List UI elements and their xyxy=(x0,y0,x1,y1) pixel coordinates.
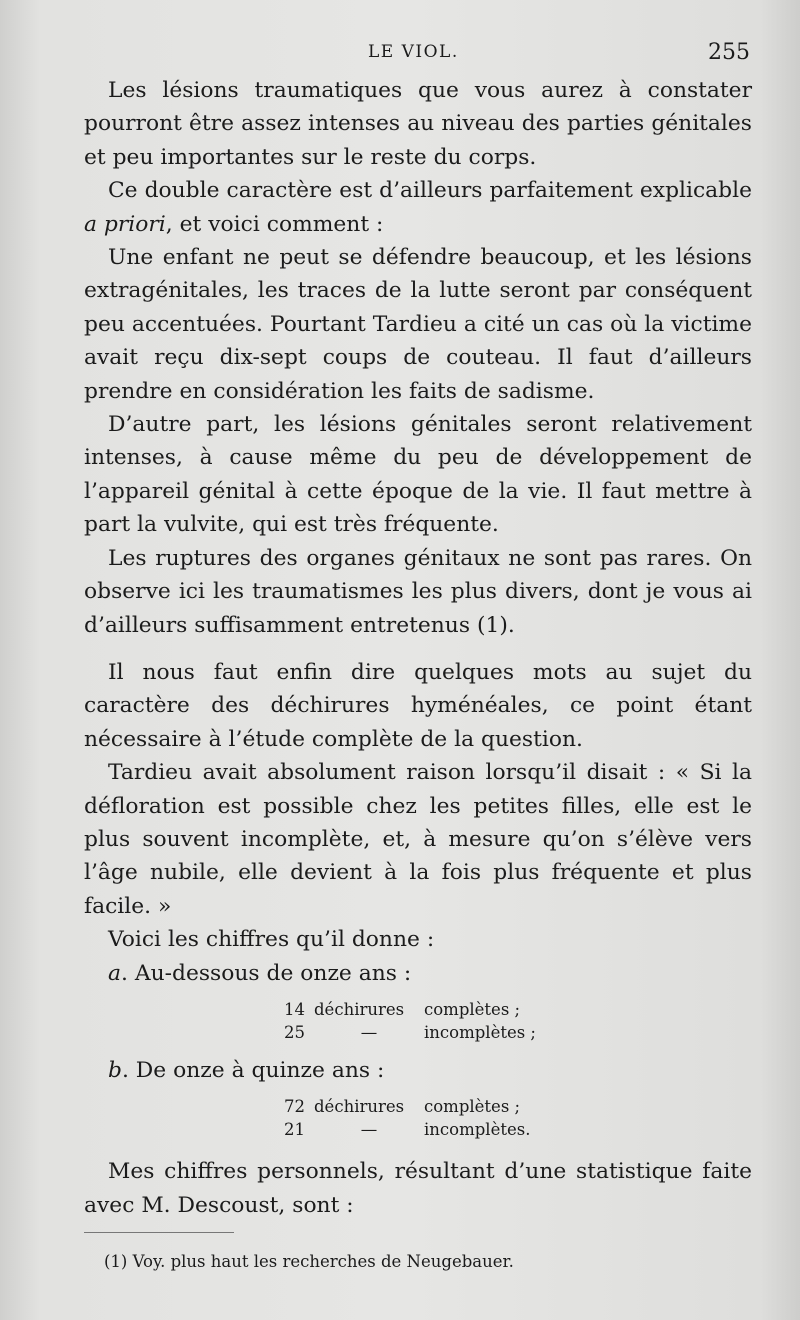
stat-row: 14 déchirures complètes ; xyxy=(284,999,521,1019)
paragraph-9: Mes chiffres personnels, résultant d’une statistique faite avec M. Descoust, sont : xyxy=(84,1159,752,1218)
paragraph-2: Ce double caractère est d’ailleurs parfaitement explicable a priori, et voici comment : xyxy=(84,178,752,237)
list-item-b: b. De onze à quinze ans : xyxy=(108,1057,385,1083)
paragraph-8: Voici les chiffres qu’il donne : xyxy=(108,927,435,953)
italic-a-priori: a priori xyxy=(84,211,166,237)
body-text xyxy=(84,74,752,1222)
paragraph-1: Les lésions traumatiques que vous aurez à constater pourront être assez intenses au niveau des parties génitales et peu importantes sur le reste du corps. xyxy=(84,78,752,170)
running-head: LE VIOL. xyxy=(368,42,459,62)
paragraph-5: Les ruptures des organes génitaux ne sont pas rares. On observe ici les traumatismes les plus divers, dont je vous ai d’ailleurs suffisamment entretenus (1). xyxy=(84,545,752,638)
paragraph-6: Il nous faut enfin dire quelques mots au sujet du caractère des déchirures hyménéales, ce point étant nécessaire à l’étude complète de la question. xyxy=(84,659,752,752)
stat-row: 25 — incomplètes ; xyxy=(284,1022,536,1042)
page-number: 255 xyxy=(708,40,750,65)
paragraph-3: Une enfant ne peut se défendre beaucoup, et les lésions extragénitales, les traces de la lutte seront par conséquent peu accentuées. Pourtant Tardieu a cité un cas où la victime avait reçu dix-sept coups de couteau. Il faut d’ailleurs prendre en considération les faits de sadisme. xyxy=(84,245,752,404)
stat-row: 72 déchirures complètes ; xyxy=(284,1097,521,1117)
stats-table-a xyxy=(284,998,752,1044)
stats-table-b xyxy=(284,1095,752,1141)
page-header xyxy=(0,40,800,70)
footnote: (1) Voy. plus haut les recherches de Neugebauer. xyxy=(104,1252,514,1271)
paragraph-4: D’autre part, les lésions génitales seront relativement intenses, à cause même du peu de développement de l’appareil génital à cette époque de la vie. Il faut mettre à part la vulvite, qui est très fréquente. xyxy=(84,412,752,538)
list-item-a: a. Au-dessous de onze ans : xyxy=(108,960,412,986)
stat-row: 21 — incomplètes. xyxy=(284,1120,531,1140)
footnote-divider xyxy=(84,1232,234,1233)
paragraph-7: Tardieu avait absolument raison lorsqu’il disait : « Si la défloration est possible chez les petites filles, elle est le plus souvent incomplète, et, à mesure qu’on s’élève vers l’âge nubile, elle devient à la fois plus fréquente et plus facile. » xyxy=(84,760,752,919)
